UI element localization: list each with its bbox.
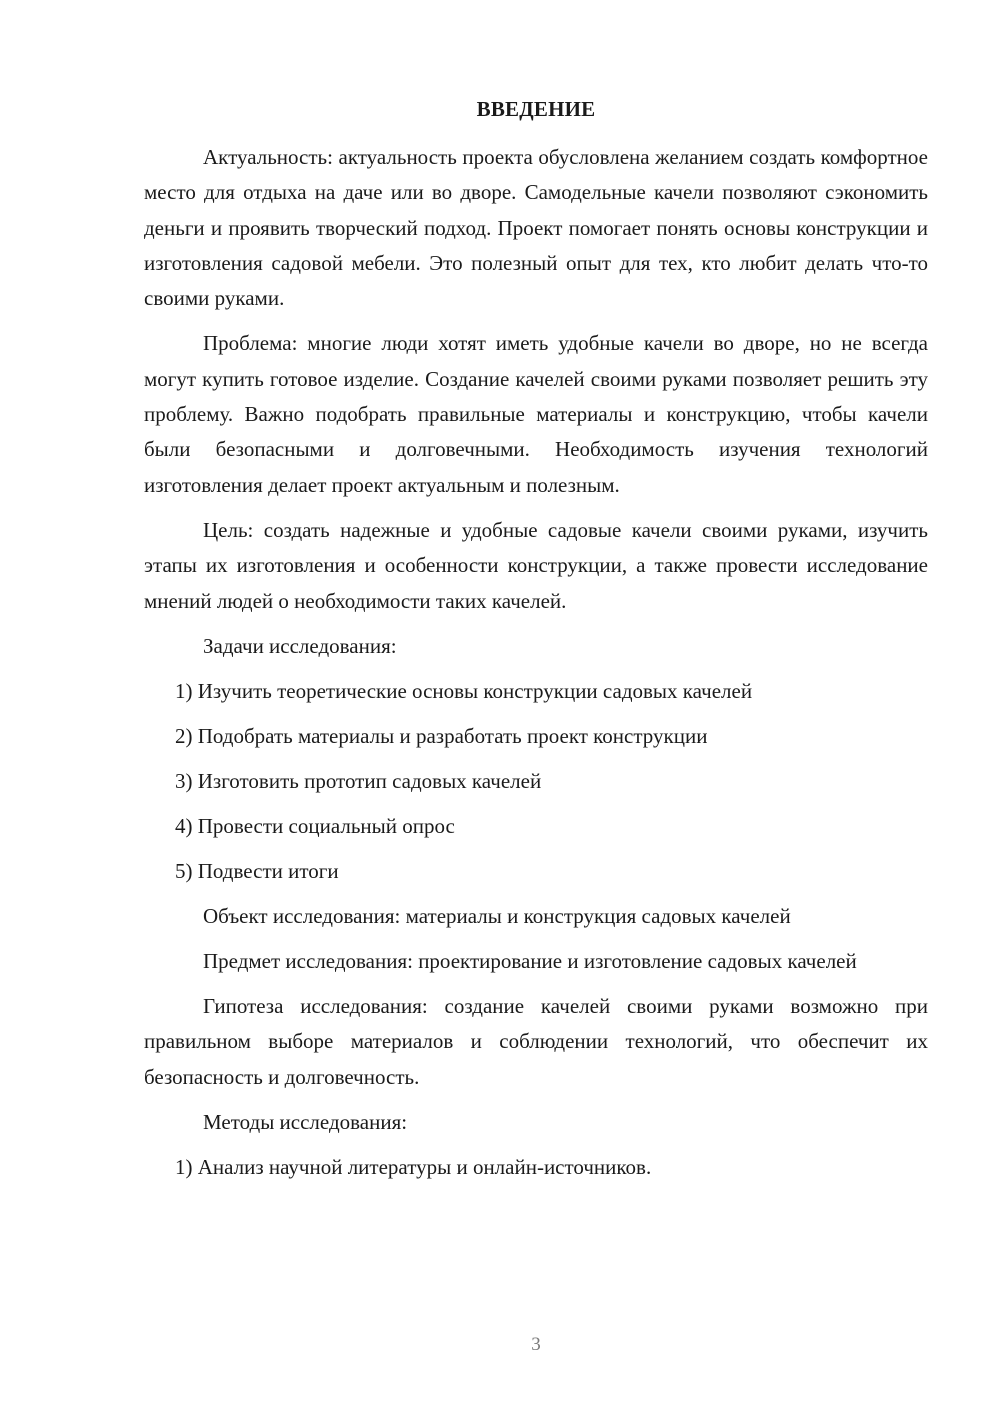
goal-paragraph: Цель: создать надежные и удобные садовые качели своими руками, изучить этапы их изготовления и особенности конструкции, а также провести исследование мнений людей о необходимости таких качелей. bbox=[144, 517, 928, 613]
task-item: 1) Изучить теоретические основы конструкции садовых качелей bbox=[175, 678, 753, 703]
methods-label: Методы исследования: bbox=[203, 1110, 408, 1135]
tasks-label: Задачи исследования: bbox=[203, 633, 397, 658]
task-item: 3) Изготовить прототип садовых качелей bbox=[175, 768, 542, 793]
relevance-paragraph: Актуальность: актуальность проекта обусловлена желанием создать комфортное место для отдыха на даче или во дворе. Самодельные качели позволяют сэкономить деньги и проявить творческий подход. Проект помогает понять основы конструкции и изготовления садовой мебели. Это полезный опыт для тех, кто любит делать что-то своими руками. bbox=[144, 145, 928, 311]
task-item: 2) Подобрать материалы и разработать проект конструкции bbox=[175, 723, 708, 748]
research-hypothesis: Гипотеза исследования: создание качелей своими руками возможно при правильном выборе материалов и соблюдении технологий, что обеспечит их безопасность и долговечность. bbox=[144, 994, 928, 1089]
page-content bbox=[144, 92, 928, 1195]
method-item: 1) Анализ научной литературы и онлайн-источников. bbox=[175, 1155, 652, 1180]
tasks-list bbox=[144, 674, 928, 889]
methods-list bbox=[144, 1150, 928, 1185]
task-item: 4) Провести социальный опрос bbox=[175, 813, 455, 838]
problem-paragraph: Проблема: многие люди хотят иметь удобные качели во дворе, но не всегда могут купить готовое изделие. Создание качелей своими руками позволяет решить эту проблему. Важно подобрать правильные материалы и конструкцию, чтобы качели были безопасными и долговечными. Необходимость изучения технологий изготовления делает проект актуальным и полезным. bbox=[144, 331, 928, 497]
task-item: 5) Подвести итоги bbox=[175, 858, 339, 883]
research-subject: Предмет исследования: проектирование и изготовление садовых качелей bbox=[203, 948, 857, 973]
research-object: Объект исследования: материалы и конструкция садовых качелей bbox=[203, 903, 791, 928]
page-number: 3 bbox=[531, 1334, 541, 1355]
section-title: ВВЕДЕНИЕ bbox=[476, 97, 596, 121]
